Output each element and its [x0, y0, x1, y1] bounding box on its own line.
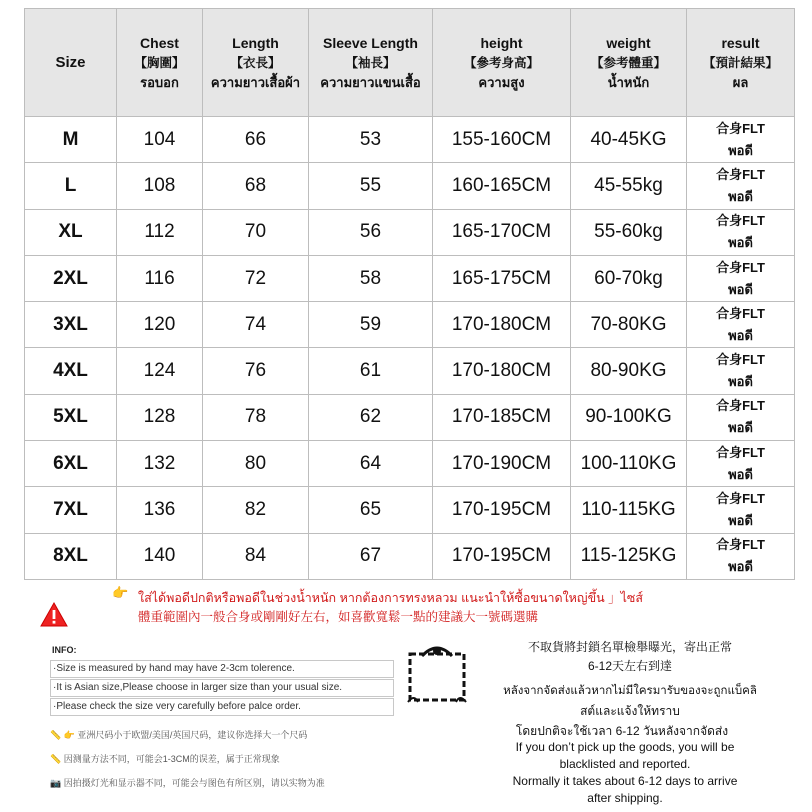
header-result: result 【預計結果】 ผล — [687, 9, 795, 117]
size-cell: 4XL — [25, 348, 117, 394]
sleeve-cell: 59 — [309, 302, 433, 348]
weight-cell: 55-60kg — [571, 209, 687, 255]
size-cell: 3XL — [25, 302, 117, 348]
size-cell: 2XL — [25, 255, 117, 301]
hand-pointing-icon: 👉 — [112, 585, 129, 600]
result-cn: 合身FLT — [716, 352, 765, 368]
header-size: Size — [25, 9, 117, 117]
table-row — [25, 117, 795, 163]
length-cell: 80 — [203, 441, 309, 487]
notice-chinese-text: 體重範圍內一般合身或剛剛好左右，如喜歡寬鬆一點的建議大一號碼選購 — [138, 610, 539, 624]
header-length: Length 【衣長】 ความยาวเสื้อผ้า — [203, 9, 309, 117]
chest-cell: 132 — [117, 441, 203, 487]
info-cn-line: 📷 因拍摄灯光和显示器不同，可能会与图色有所区别，请以实物为准 — [50, 778, 325, 788]
result-cell — [687, 163, 795, 209]
sleeve-cell: 61 — [309, 348, 433, 394]
info-line: ·Please check the size very carefully before palce order. — [50, 698, 394, 716]
height-cell: 165-175CM — [433, 255, 571, 301]
result-th: พอดี — [728, 188, 753, 204]
result-cn: 合身FLT — [716, 491, 765, 507]
length-cell: 72 — [203, 255, 309, 301]
weight-cell: 40-45KG — [571, 117, 687, 163]
table-row — [25, 394, 795, 440]
height-cell: 155-160CM — [433, 117, 571, 163]
result-cell — [687, 348, 795, 394]
height-cell: 170-180CM — [433, 302, 571, 348]
result-th: พอดี — [728, 559, 753, 575]
height-cell: 170-195CM — [433, 533, 571, 579]
header-weight: weight 【参考體重】 น้ำหนัก — [571, 9, 687, 117]
length-cell: 68 — [203, 163, 309, 209]
header-sleeve: Sleeve Length 【袖長】 ความยาวแขนเสื้อ — [309, 9, 433, 117]
sleeve-cell: 67 — [309, 533, 433, 579]
weight-cell: 90-100KG — [571, 394, 687, 440]
info-line: ·Size is measured by hand may have 2-3cm tolerence. — [50, 660, 394, 678]
table-row — [25, 302, 795, 348]
shipping-en-line-3: Normally it takes about 6-12 days to arrive — [512, 774, 738, 788]
warning-triangle-icon — [40, 602, 68, 627]
weight-cell: 60-70kg — [571, 255, 687, 301]
height-cell: 160-165CM — [433, 163, 571, 209]
table-row — [25, 533, 795, 579]
sleeve-cell: 65 — [309, 487, 433, 533]
info-cn-line: 📏 因测量方法不同，可能会1-3CM的误差，属于正常现象 — [50, 754, 280, 764]
sleeve-cell: 64 — [309, 441, 433, 487]
size-chart-table — [24, 8, 795, 580]
size-cell: 6XL — [25, 441, 117, 487]
table-header-row — [25, 9, 795, 117]
info-cn-line: 📏 👉 亚洲尺码小于欧盟/美国/英国尺码，建议你选择大一个尺码 — [50, 730, 308, 740]
chest-cell: 112 — [117, 209, 203, 255]
result-cell — [687, 441, 795, 487]
chest-cell: 124 — [117, 348, 203, 394]
chest-cell: 136 — [117, 487, 203, 533]
table-row — [25, 441, 795, 487]
result-cell — [687, 302, 795, 348]
result-th: พอดี — [728, 466, 753, 482]
result-cn: 合身FLT — [716, 120, 765, 136]
weight-cell: 45-55kg — [571, 163, 687, 209]
sleeve-cell: 55 — [309, 163, 433, 209]
result-th: พอดี — [728, 235, 753, 251]
sleeve-cell: 62 — [309, 394, 433, 440]
sleeve-cell: 53 — [309, 117, 433, 163]
info-line: ·It is Asian size,Please choose in larger size than your usual size. — [50, 679, 394, 697]
length-cell: 66 — [203, 117, 309, 163]
weight-cell: 110-115KG — [571, 487, 687, 533]
shipping-en-line-4: after shipping. — [587, 791, 663, 805]
result-cn: 合身FLT — [716, 166, 765, 182]
shipping-en-line-1: If you don’t pick up the goods, you will be — [515, 740, 735, 754]
result-cell — [687, 394, 795, 440]
header-height: height 【參考身高】 ความสูง — [433, 9, 571, 117]
info-title: INFO: — [52, 645, 77, 655]
decorative-frame-icon — [404, 642, 470, 708]
result-th: พอดี — [728, 281, 753, 297]
size-cell: L — [25, 163, 117, 209]
length-cell: 82 — [203, 487, 309, 533]
sleeve-cell: 56 — [309, 209, 433, 255]
height-cell: 170-190CM — [433, 441, 571, 487]
result-th: พอดี — [728, 513, 753, 529]
length-cell: 84 — [203, 533, 309, 579]
table-row — [25, 487, 795, 533]
result-cn: 合身FLT — [716, 213, 765, 229]
table-row — [25, 209, 795, 255]
result-th: พอดี — [728, 420, 753, 436]
result-cn: 合身FLT — [716, 398, 765, 414]
result-cell — [687, 117, 795, 163]
size-cell: 8XL — [25, 533, 117, 579]
height-cell: 165-170CM — [433, 209, 571, 255]
result-th: พอดี — [728, 327, 753, 343]
result-cell — [687, 209, 795, 255]
weight-cell: 80-90KG — [571, 348, 687, 394]
length-cell: 76 — [203, 348, 309, 394]
shipping-cn-line-1: 不取貨將封鎖名單檢舉曝光，寄出正常 — [527, 640, 732, 654]
size-cell: XL — [25, 209, 117, 255]
length-cell: 74 — [203, 302, 309, 348]
table-row — [25, 348, 795, 394]
size-cell: 5XL — [25, 394, 117, 440]
result-th: พอดี — [728, 142, 753, 158]
size-cell: 7XL — [25, 487, 117, 533]
result-cn: 合身FLT — [716, 537, 765, 553]
result-th: พอดี — [728, 374, 753, 390]
header-chest: Chest 【胸圍】 รอบอก — [117, 9, 203, 117]
shipping-th-line-1: หลังจากจัดส่งแล้วหากไม่มีใครมารับของจะถูกแบ็คลิ — [503, 685, 757, 697]
length-cell: 78 — [203, 394, 309, 440]
height-cell: 170-195CM — [433, 487, 571, 533]
info-box — [50, 656, 394, 714]
length-cell: 70 — [203, 209, 309, 255]
height-cell: 170-180CM — [433, 348, 571, 394]
sleeve-cell: 58 — [309, 255, 433, 301]
table-row — [25, 163, 795, 209]
shipping-en-line-2: blacklisted and reported. — [559, 757, 691, 771]
result-cell — [687, 533, 795, 579]
notice-thai-text: ใส่ได้พอดีปกติหรือพอดีในช่วงน้ำหนัก หากต้องการทรงหลวม แนะนำให้ซื้อขนาดใหญ่ขึ้น 」ไซส์ — [138, 591, 644, 605]
chest-cell: 128 — [117, 394, 203, 440]
shipping-th-line-2: สต์และแจ้งให้ทราบ — [580, 704, 680, 718]
result-cn: 合身FLT — [716, 444, 765, 460]
chest-cell: 116 — [117, 255, 203, 301]
result-cn: 合身FLT — [716, 305, 765, 321]
weight-cell: 115-125KG — [571, 533, 687, 579]
result-cell — [687, 487, 795, 533]
result-cell — [687, 255, 795, 301]
size-cell: M — [25, 117, 117, 163]
weight-cell: 70-80KG — [571, 302, 687, 348]
weight-cell: 100-110KG — [571, 441, 687, 487]
chest-cell: 140 — [117, 533, 203, 579]
chest-cell: 108 — [117, 163, 203, 209]
shipping-cn-line-2: 6-12天左右到達 — [587, 659, 673, 673]
result-cn: 合身FLT — [716, 259, 765, 275]
shipping-th-line-3: โดยปกติจะใช้เวลา 6-12 วันหลังจากจัดส่ง — [515, 724, 729, 738]
chest-cell: 104 — [117, 117, 203, 163]
height-cell: 170-185CM — [433, 394, 571, 440]
table-row — [25, 255, 795, 301]
chest-cell: 120 — [117, 302, 203, 348]
